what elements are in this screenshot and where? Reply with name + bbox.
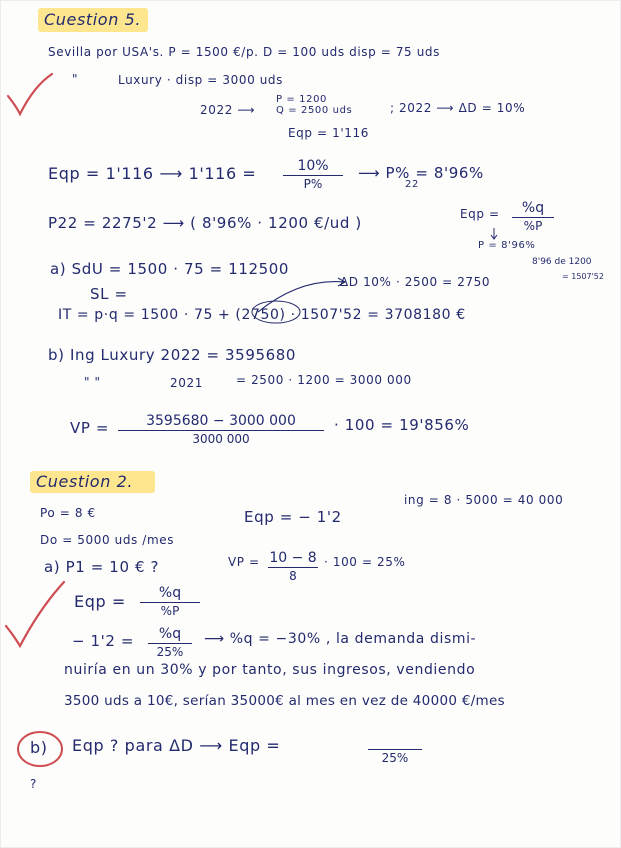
question-5-title: Cuestion 5. <box>44 10 142 29</box>
fraction-10-over-p <box>283 158 343 191</box>
eqp-fraction <box>140 585 200 618</box>
price-change-result: ⟶ P% = 8'96% <box>358 164 484 182</box>
sl-line: SL = <box>90 285 128 303</box>
vp-numerator: 3595680 − 3000 000 <box>146 413 296 429</box>
substitution-denominator: 25% <box>156 645 184 659</box>
b-denominator: 25% <box>381 751 409 765</box>
fraction-numerator: 10% <box>297 158 329 174</box>
fraction-bar <box>283 175 343 176</box>
substitution-fraction <box>148 626 192 659</box>
eqp-denominator: %P <box>160 604 180 618</box>
initial-price: Po = 8 € <box>40 506 96 520</box>
line-luxury: Luxury · disp = 3000 uds <box>118 73 283 87</box>
b-fraction-bar <box>368 749 422 750</box>
elasticity-value: Eqp = 1'116 <box>288 126 369 140</box>
vp2-fraction-bar <box>268 567 318 568</box>
luxury-quantity: Q = 2500 uds <box>276 105 353 116</box>
side-note-1: 8'96 de 1200 <box>532 257 592 267</box>
demand-conclusion: ⟶ %q = −30% , la demanda dismi- <box>204 631 477 647</box>
price-2022-line: P22 = 2275'2 ⟶ ( 8'96% · 1200 €/ud ) <box>48 214 362 232</box>
question-mark: ? <box>30 777 37 791</box>
answer-b-label: b) <box>30 738 48 757</box>
side-fraction <box>512 200 554 233</box>
vp-label: VP = <box>70 419 110 437</box>
vp-denominator: 3000 000 <box>192 432 250 446</box>
side-down-arrowhead <box>491 235 497 239</box>
ditto-marks: " " <box>84 375 101 389</box>
b-fraction <box>368 732 422 765</box>
b-numerator-empty <box>368 732 422 748</box>
side-denominator: %P <box>523 219 543 233</box>
explanation-line-1: nuiría en un 30% y por tanto, sus ingresos, vendiendo <box>64 662 476 678</box>
vp2-numerator: 10 − 8 <box>269 550 317 566</box>
side-numerator: %q <box>521 200 545 216</box>
check-mark-2 <box>6 582 64 646</box>
vp2-fraction <box>268 550 318 583</box>
question-2-title: Cuestion 2. <box>36 472 134 491</box>
elasticity-substitution: − 1'2 = <box>72 632 135 650</box>
vp2-denominator: 8 <box>289 569 297 583</box>
eqp-numerator: %q <box>158 585 182 601</box>
side-note-2: = 1507'52 <box>562 272 604 281</box>
eqp-definition: Eqp = <box>74 592 126 611</box>
elasticity-given: Eqp = − 1'2 <box>244 508 342 526</box>
substitution-fraction-bar <box>148 643 192 644</box>
answer-a-q2: a) P1 = 10 € ? <box>44 558 160 576</box>
fraction-denominator: P% <box>303 177 323 191</box>
income-2021-line: = 2500 · 1200 = 3000 000 <box>236 373 412 387</box>
vp-fraction <box>118 413 324 446</box>
vp-fraction-bar <box>118 430 324 431</box>
vp-result: · 100 = 19'856% <box>334 416 470 434</box>
year-2021: 2021 <box>170 376 203 390</box>
side-eqp: Eqp = <box>460 207 500 221</box>
vp2-result: · 100 = 25% <box>324 555 406 569</box>
year-2022-label: 2022 ⟶ <box>200 103 256 117</box>
side-fraction-bar <box>512 217 554 218</box>
income-initial: ing = 8 · 5000 = 40 000 <box>404 493 564 507</box>
elasticity-equation: Eqp = 1'116 ⟶ 1'116 = <box>48 164 257 183</box>
substitution-numerator: %q <box>158 626 182 642</box>
answer-b-question: Eqp ? para ΔD ⟶ Eqp = <box>72 736 281 755</box>
demand-change: ; 2022 ⟶ ΔD = 10% <box>390 101 526 115</box>
explanation-line-2: 3500 uds a 10€, serían 35000€ al mes en vez de 40000 €/mes <box>64 693 505 709</box>
luxury-price: P = 1200 <box>276 94 328 105</box>
side-p-value: P = 8'96% <box>478 240 536 251</box>
answer-a-line: a) SdU = 1500 · 75 = 112500 <box>50 260 290 278</box>
eqp-fraction-bar <box>140 602 200 603</box>
demand-increase-note: ΔD 10% · 2500 = 2750 <box>340 275 491 289</box>
subscript-22: 22 <box>405 179 419 190</box>
answer-b-line: b) Ing Luxury 2022 = 3595680 <box>48 346 297 364</box>
line-sevilla: Sevilla por USA's. P = 1500 €/p. D = 100 uds disp = 75 uds <box>48 45 440 59</box>
total-income-line: IT = p·q = 1500 · 75 + (2750) · 1507'52 = 3708180 € <box>58 307 466 323</box>
vp2-label: VP = <box>228 555 260 569</box>
initial-demand: Do = 5000 uds /mes <box>40 533 175 547</box>
ditto-mark: " <box>72 72 79 86</box>
check-mark-1 <box>8 74 52 114</box>
